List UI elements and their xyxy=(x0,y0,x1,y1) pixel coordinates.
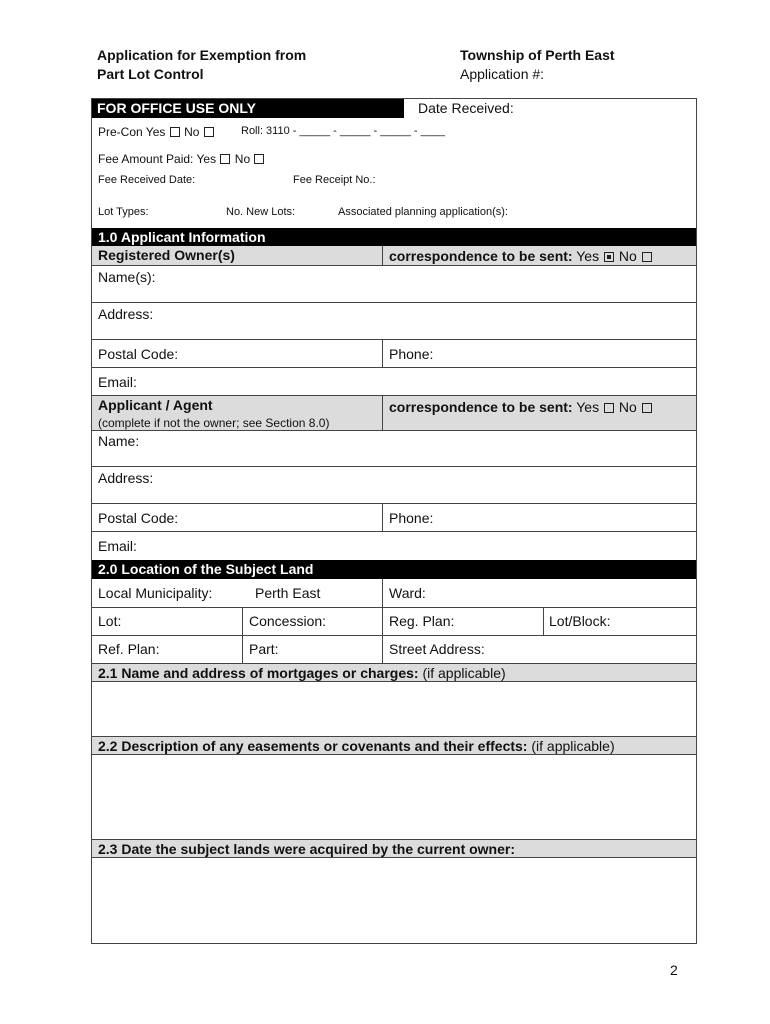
township-name: Township of Perth East xyxy=(460,47,615,63)
agent-corr-yes-checkbox[interactable] xyxy=(604,403,614,413)
agent-email-label: Email: xyxy=(98,538,137,554)
owner-corr-yes-label: Yes xyxy=(576,248,600,264)
lot-block-label: Lot/Block: xyxy=(549,613,611,629)
section-2-1-note: (if applicable) xyxy=(418,665,506,681)
owner-corr-yes-checkbox[interactable] xyxy=(604,252,614,262)
section-2-1-heading xyxy=(92,663,696,682)
agent-note: (complete if not the owner; see Section 8.0) xyxy=(98,416,330,430)
precon-label: Pre-Con Yes xyxy=(98,125,166,139)
form-title-line1: Application for Exemption from xyxy=(97,47,307,63)
agent-corr-no-checkbox[interactable] xyxy=(642,403,652,413)
divider xyxy=(382,503,383,531)
owner-correspondence xyxy=(389,248,653,264)
owner-address-label: Address: xyxy=(98,306,154,322)
section-1-heading: 1.0 Applicant Information xyxy=(92,228,696,246)
agent-correspondence-label: correspondence to be sent: xyxy=(389,399,573,415)
divider xyxy=(543,607,544,635)
registered-owner-title: Registered Owner(s) xyxy=(98,247,235,263)
precon-no-checkbox[interactable] xyxy=(204,127,214,137)
ref-plan-label: Ref. Plan: xyxy=(98,641,160,657)
agent-correspondence xyxy=(389,399,653,415)
section-2-2-heading xyxy=(92,736,696,755)
precon-field xyxy=(98,125,215,139)
owner-phone-label: Phone: xyxy=(389,346,434,362)
agent-postal-code-label: Postal Code: xyxy=(98,510,179,526)
divider xyxy=(92,503,696,504)
agent-corr-no-label: No xyxy=(618,399,637,415)
ward-label: Ward: xyxy=(389,585,426,601)
fee-paid-no-label: No xyxy=(234,152,251,166)
section-2-3-title: 2.3 Date the subject lands were acquired by the current owner: xyxy=(98,841,516,857)
owner-corr-no-checkbox[interactable] xyxy=(642,252,652,262)
date-received-label: Date Received: xyxy=(418,100,514,116)
owner-email-label: Email: xyxy=(98,374,137,390)
divider xyxy=(92,531,696,532)
application-form xyxy=(91,98,697,944)
owner-correspondence-label: correspondence to be sent: xyxy=(389,248,573,264)
precon-yes-checkbox[interactable] xyxy=(170,127,180,137)
divider xyxy=(382,395,383,431)
form-title-line2: Part Lot Control xyxy=(97,66,204,82)
part-label: Part: xyxy=(249,641,279,657)
street-address-label: Street Address: xyxy=(389,641,485,657)
municipality-label: Local Municipality: xyxy=(98,585,213,601)
divider xyxy=(382,246,383,266)
agent-phone-label: Phone: xyxy=(389,510,434,526)
concession-label: Concession: xyxy=(249,613,327,629)
section-2-3-heading xyxy=(92,839,696,858)
fee-receipt-no-label: Fee Receipt No.: xyxy=(293,174,376,186)
lot-types-label: Lot Types: xyxy=(98,206,149,218)
fee-paid-label: Fee Amount Paid: Yes xyxy=(98,152,217,166)
owner-names-label: Name(s): xyxy=(98,269,156,285)
associated-apps-label: Associated planning application(s): xyxy=(338,206,508,218)
page-number: 2 xyxy=(670,962,678,978)
agent-name-label: Name: xyxy=(98,433,140,449)
fee-paid-no-checkbox[interactable] xyxy=(254,154,264,164)
divider xyxy=(92,635,696,636)
section-2-2-note: (if applicable) xyxy=(527,738,615,754)
agent-title: Applicant / Agent xyxy=(98,397,213,413)
divider xyxy=(382,339,383,367)
owner-corr-no-label: No xyxy=(618,248,637,264)
precon-no-label: No xyxy=(184,125,200,139)
municipality-value: Perth East xyxy=(255,585,321,601)
divider xyxy=(92,339,696,340)
section-2-2-title: 2.2 Description of any easements or covenants and their effects: xyxy=(98,738,528,754)
divider xyxy=(92,302,696,303)
fee-paid-field xyxy=(98,152,265,166)
section-2-heading: 2.0 Location of the Subject Land xyxy=(92,560,696,579)
agent-address-label: Address: xyxy=(98,470,154,486)
fee-paid-yes-checkbox[interactable] xyxy=(220,154,230,164)
divider xyxy=(92,466,696,467)
reg-plan-label: Reg. Plan: xyxy=(389,613,455,629)
lot-label: Lot: xyxy=(98,613,122,629)
roll-number: Roll: 3110 - _____ - _____ - _____ - ____ xyxy=(241,125,446,137)
new-lots-label: No. New Lots: xyxy=(226,206,296,218)
agent-corr-yes-label: Yes xyxy=(576,399,600,415)
owner-postal-code-label: Postal Code: xyxy=(98,346,179,362)
section-2-1-title: 2.1 Name and address of mortgages or charges: xyxy=(98,665,419,681)
application-number-label: Application #: xyxy=(460,66,545,82)
fee-received-date-label: Fee Received Date: xyxy=(98,174,196,186)
divider xyxy=(382,579,383,663)
divider xyxy=(92,367,696,368)
divider xyxy=(92,607,696,608)
office-use-bar: FOR OFFICE USE ONLY xyxy=(92,99,404,118)
